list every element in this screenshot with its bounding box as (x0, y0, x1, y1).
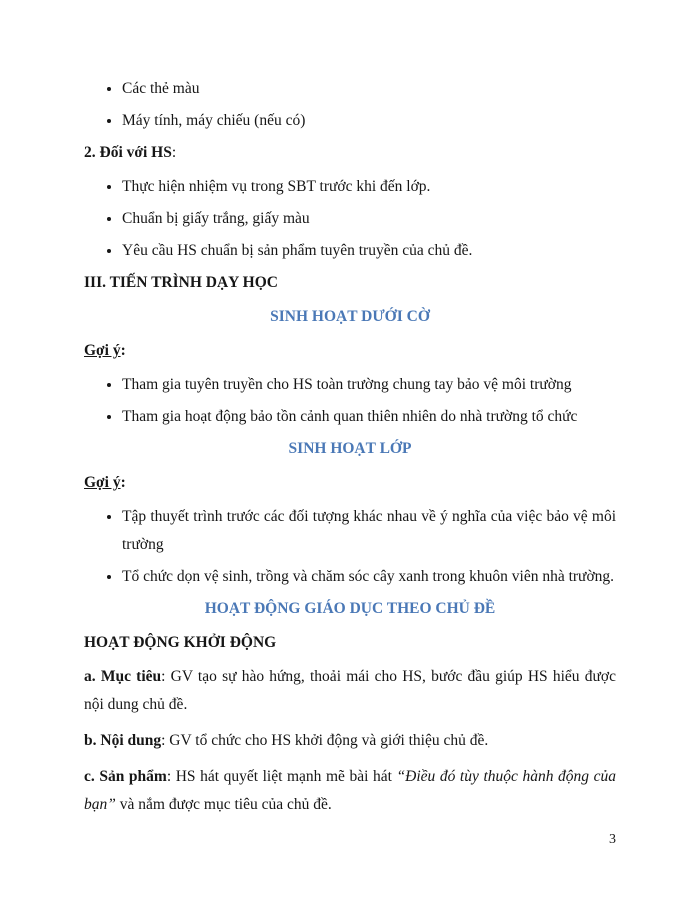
paragraph-label: a. Mục tiêu (84, 668, 162, 685)
suggestion-label: Gợi ý (84, 474, 121, 491)
hs-preparation-list (84, 173, 616, 265)
class-section-list (84, 503, 616, 591)
list-item: • Tập thuyết trình trước các đối tượng khác nhau về ý nghĩa của việc bảo vệ môi trường (122, 503, 616, 559)
suggestion-heading (84, 337, 616, 365)
theme-section-title: HOẠT ĐỘNG GIÁO DỤC THEO CHỦ ĐỀ (204, 600, 496, 617)
paragraph-text: : GV tổ chức cho HS khởi động và giới thiệu chủ đề. (161, 732, 489, 749)
paragraph-label: b. Nội dung (84, 732, 162, 749)
paragraph-label: c. Sản phẩm (84, 768, 167, 785)
paragraph-text: : GV tạo sự hào hứng, thoải mái cho HS, bước đầu giúp HS hiểu được nội dung chủ đề. (84, 668, 616, 713)
gv-preparation-list (84, 75, 616, 135)
paragraph-text: : HS hát quyết liệt mạnh mẽ bài hát (166, 768, 397, 785)
paragraph-text-tail: và nắm được mục tiêu của chủ đề. (115, 796, 332, 813)
section-heading-progress: III. TIẾN TRÌNH DẠY HỌC (84, 274, 278, 291)
list-item: • Tổ chức dọn vệ sinh, trồng và chăm sóc cây xanh trong khuôn viên nhà trường. (122, 563, 616, 591)
list-item: • Các thẻ màu (122, 75, 616, 103)
list-item: • Tham gia hoạt động bảo tồn cảnh quan thiên nhiên do nhà trường tổ chức (122, 403, 616, 431)
page-number: 3 (609, 832, 616, 847)
song-title-italic: “Điều đó tùy thuộc hành động của bạn” (84, 768, 616, 813)
flag-section-title: SINH HOẠT DƯỚI CỜ (270, 308, 430, 325)
suggestion-colon: : (120, 342, 126, 359)
heading-colon: : (171, 144, 177, 161)
heading-text: 2. Đối với HS (84, 144, 172, 161)
suggestion-heading (84, 469, 616, 497)
section-heading-hs (84, 139, 616, 167)
suggestion-colon: : (120, 474, 126, 491)
list-item: • Tham gia tuyên truyền cho HS toàn trường chung tay bảo vệ môi trường (122, 371, 616, 399)
content-paragraph (84, 727, 616, 755)
objective-paragraph (84, 663, 616, 719)
class-section-title: SINH HOẠT LỚP (288, 440, 412, 457)
flag-section-list (84, 371, 616, 431)
theme-section-subtitle: HOẠT ĐỘNG KHỞI ĐỘNG (84, 634, 277, 651)
list-item: • Máy tính, máy chiếu (nếu có) (122, 107, 616, 135)
product-paragraph (84, 763, 616, 819)
suggestion-label: Gợi ý (84, 342, 121, 359)
list-item: • Thực hiện nhiệm vụ trong SBT trước khi đến lớp. (122, 173, 616, 201)
list-item: • Chuẩn bị giấy trắng, giấy màu (122, 205, 616, 233)
list-item: • Yêu cầu HS chuẩn bị sản phẩm tuyên truyền của chủ đề. (122, 237, 616, 265)
